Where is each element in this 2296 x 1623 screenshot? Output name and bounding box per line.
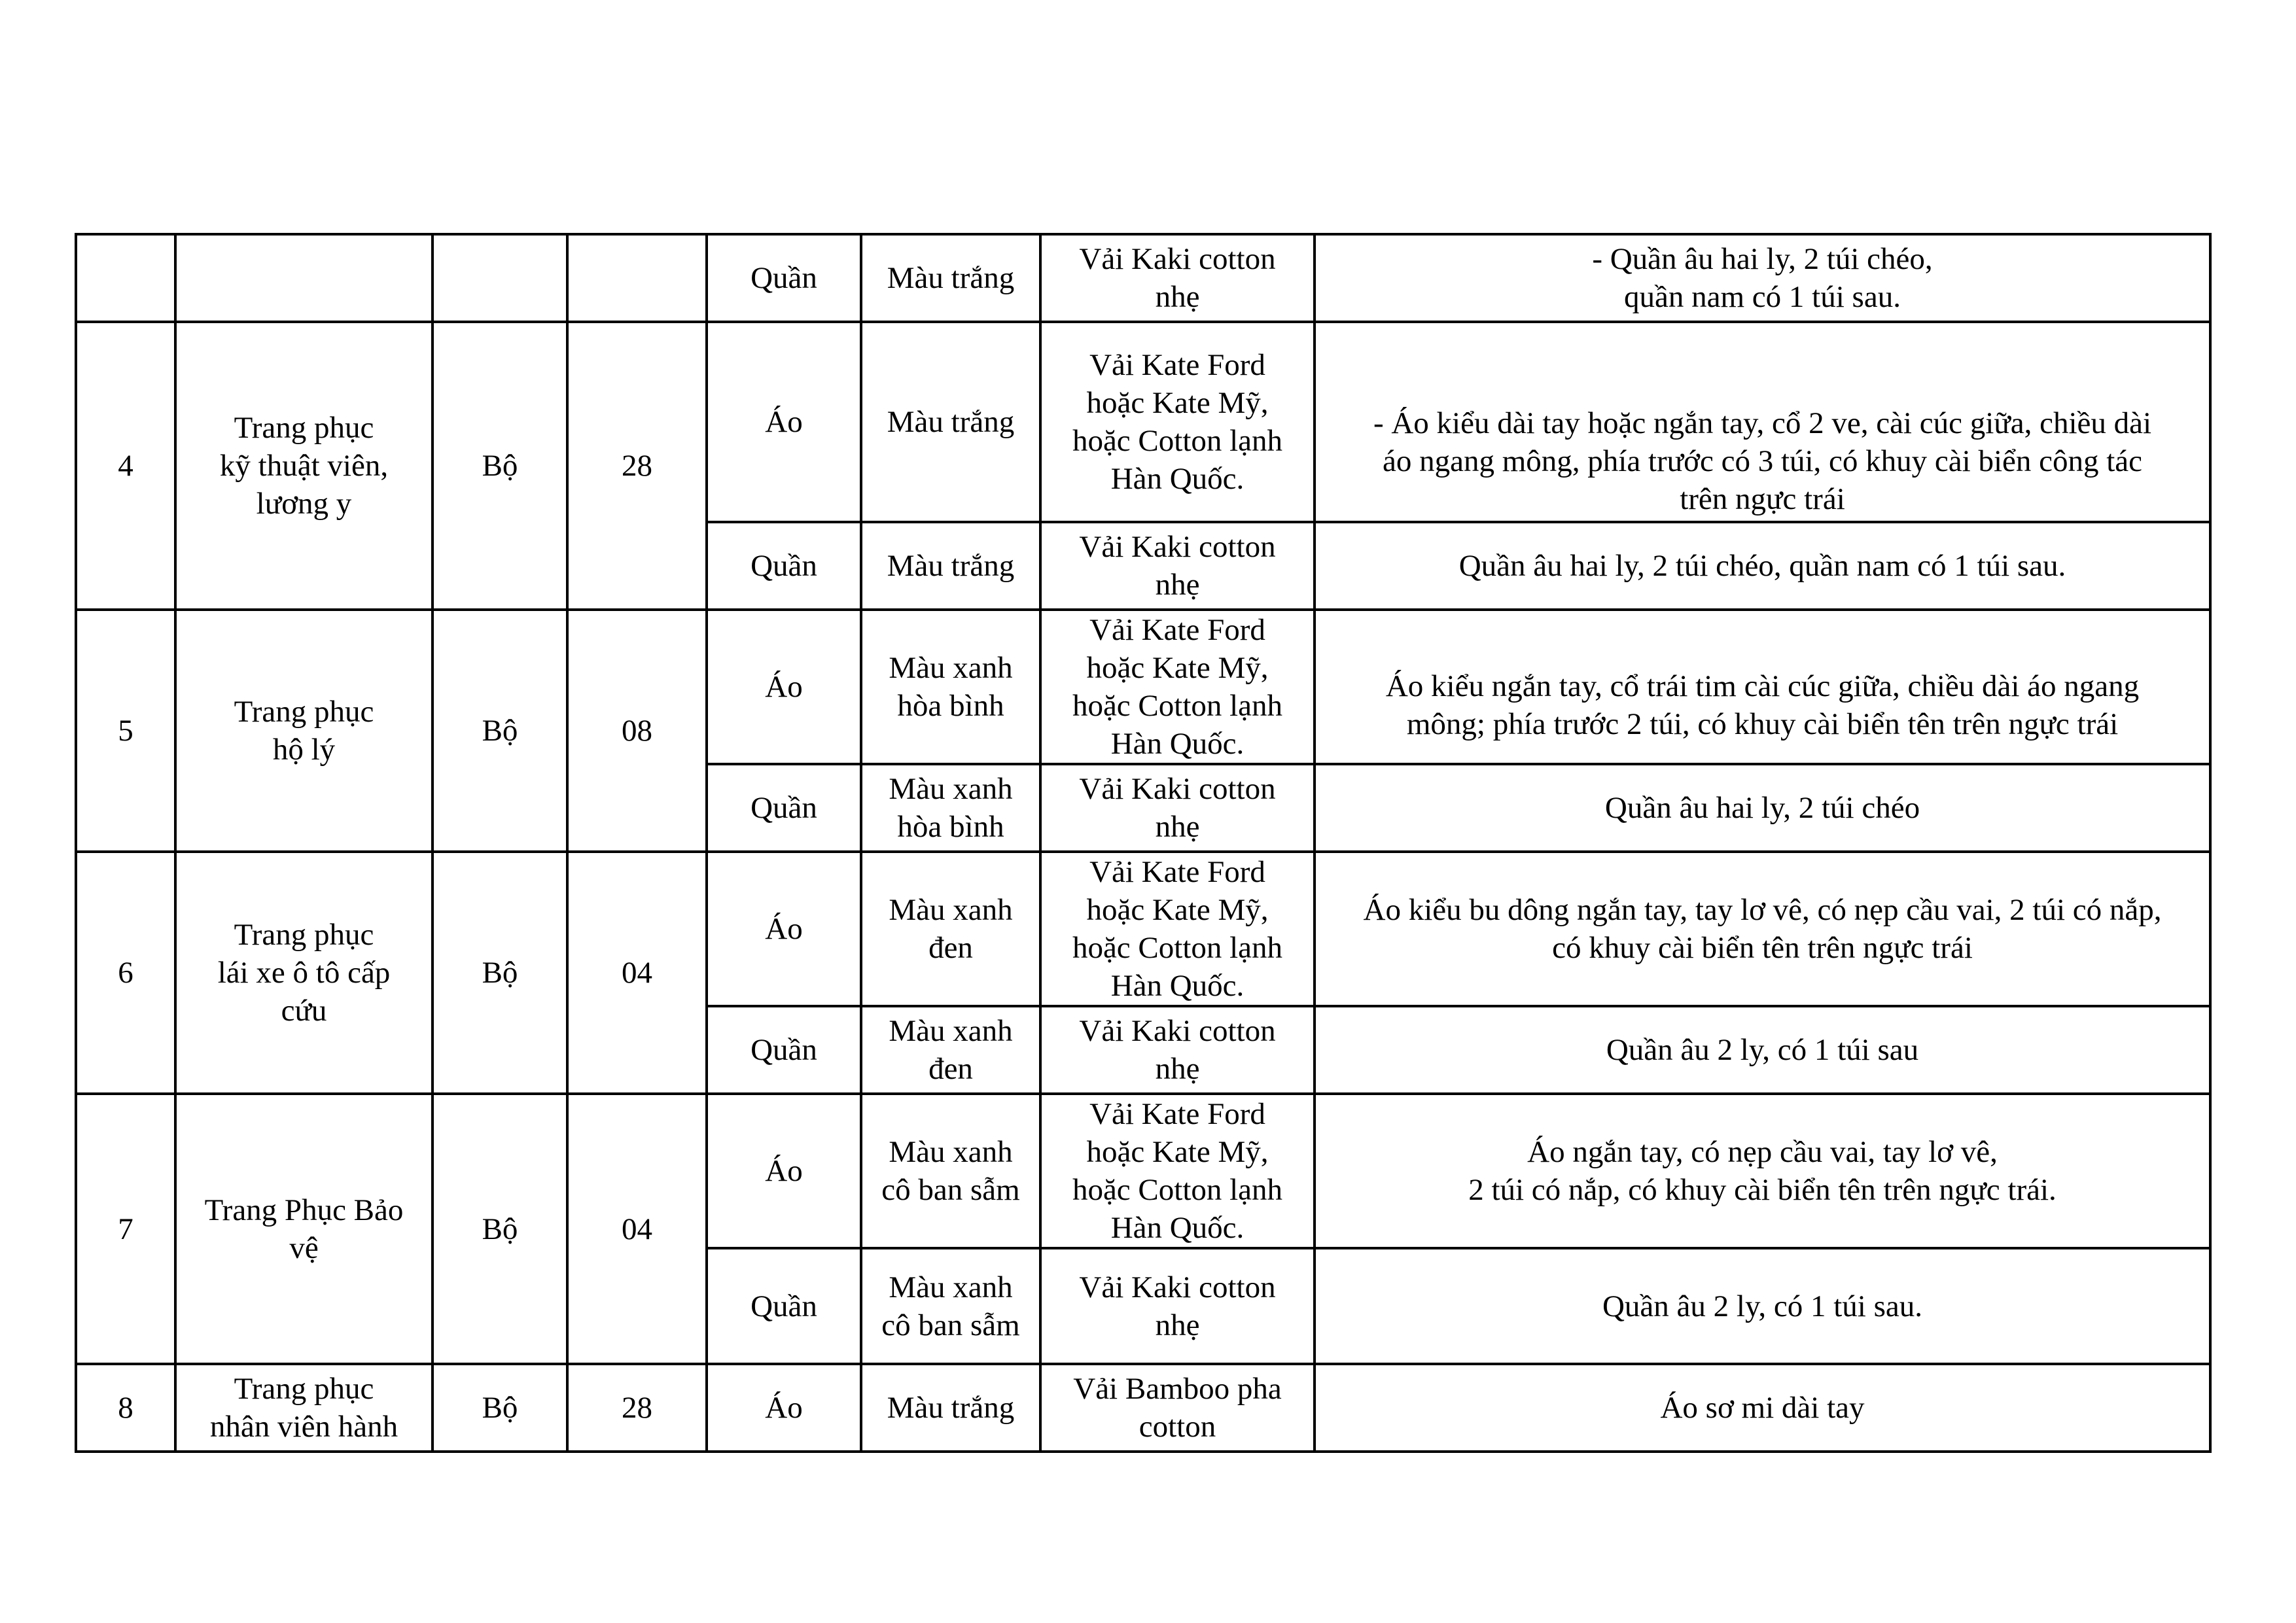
uniform-name-cell: Trang phục hộ lý [175,610,433,852]
unit-cell [433,234,567,322]
fabric-cell: Vải Kate Ford hoặc Kate Mỹ, hoặc Cotton lạnh Hàn Quốc. [1040,610,1315,764]
quantity-cell: 08 [567,610,707,852]
color-cell: Màu xanh hòa bình [861,764,1040,852]
description-cell: Áo kiểu ngắn tay, cổ trái tim cài cúc giữa, chiều dài áo ngang mông; phía trước 2 túi, có khuy cài biển tên trên ngực trái [1315,610,2210,764]
fabric-cell: Vải Kaki cotton nhẹ [1040,1248,1315,1364]
uniform-name-cell: Trang Phục Bảo vệ [175,1094,433,1364]
stt-cell: 5 [76,610,175,852]
color-cell: Màu trắng [861,522,1040,610]
stt-cell: 4 [76,322,175,610]
color-cell: Màu xanh đen [861,1006,1040,1094]
description-cell: Áo ngắn tay, có nẹp cầu vai, tay lơ vê, 2 túi có nắp, có khuy cài biển tên trên ngực trái. [1315,1094,2210,1248]
unit-cell: Bộ [433,1364,567,1452]
fabric-cell: Vải Kaki cotton nhẹ [1040,764,1315,852]
fabric-cell: Vải Kaki cotton nhẹ [1040,234,1315,322]
garment-type-cell: Quần [707,522,861,610]
garment-type-cell: Áo [707,852,861,1006]
fabric-cell: Vải Kate Ford hoặc Kate Mỹ, hoặc Cotton lạnh Hàn Quốc. [1040,1094,1315,1248]
unit-cell: Bộ [433,610,567,852]
fabric-cell: Vải Bamboo pha cotton [1040,1364,1315,1452]
stt-cell: 8 [76,1364,175,1452]
garment-type-cell: Áo [707,1364,861,1452]
table-row [76,610,2210,764]
unit-cell: Bộ [433,322,567,610]
description-cell: - Áo kiểu dài tay hoặc ngắn tay, cổ 2 ve, cài cúc giữa, chiều dài áo ngang mông, phía trước có 3 túi, có khuy cài biển công tác trên ngực trái [1315,322,2210,522]
garment-type-cell: Quần [707,1006,861,1094]
quantity-cell: 04 [567,852,707,1094]
table-row [76,1094,2210,1248]
stt-cell [76,234,175,322]
color-cell: Màu xanh cô ban sẫm [861,1248,1040,1364]
fabric-cell: Vải Kate Ford hoặc Kate Mỹ, hoặc Cotton lạnh Hàn Quốc. [1040,852,1315,1006]
quantity-cell [567,234,707,322]
table-row [76,234,2210,322]
table-row [76,1364,2210,1452]
unit-cell: Bộ [433,1094,567,1364]
quantity-cell: 04 [567,1094,707,1364]
unit-cell: Bộ [433,852,567,1094]
uniform-spec-table [75,233,2212,1453]
fabric-cell: Vải Kaki cotton nhẹ [1040,522,1315,610]
garment-type-cell: Quần [707,1248,861,1364]
fabric-cell: Vải Kate Ford hoặc Kate Mỹ, hoặc Cotton lạnh Hàn Quốc. [1040,322,1315,522]
fabric-cell: Vải Kaki cotton nhẹ [1040,1006,1315,1094]
garment-type-cell: Áo [707,322,861,522]
uniform-name-cell: Trang phục lái xe ô tô cấp cứu [175,852,433,1094]
description-cell: Áo kiểu bu dông ngắn tay, tay lơ vê, có nẹp cầu vai, 2 túi có nắp, có khuy cài biển tên trên ngực trái [1315,852,2210,1006]
uniform-name-cell: Trang phục kỹ thuật viên, lương y [175,322,433,610]
table-row [76,322,2210,522]
description-cell: Quần âu hai ly, 2 túi chéo [1315,764,2210,852]
uniform-name-cell: Trang phục nhân viên hành [175,1364,433,1452]
quantity-cell: 28 [567,322,707,610]
color-cell: Màu trắng [861,234,1040,322]
color-cell: Màu xanh cô ban sẫm [861,1094,1040,1248]
stt-cell: 7 [76,1094,175,1364]
quantity-cell: 28 [567,1364,707,1452]
garment-type-cell: Áo [707,1094,861,1248]
description-cell: Quần âu 2 ly, có 1 túi sau [1315,1006,2210,1094]
description-cell: Áo sơ mi dài tay [1315,1364,2210,1452]
color-cell: Màu trắng [861,322,1040,522]
color-cell: Màu trắng [861,1364,1040,1452]
garment-type-cell: Áo [707,610,861,764]
garment-type-cell: Quần [707,764,861,852]
stt-cell: 6 [76,852,175,1094]
uniform-name-cell [175,234,433,322]
garment-type-cell: Quần [707,234,861,322]
color-cell: Màu xanh đen [861,852,1040,1006]
description-cell: Quần âu hai ly, 2 túi chéo, quần nam có 1 túi sau. [1315,522,2210,610]
description-cell: - Quần âu hai ly, 2 túi chéo, quần nam có 1 túi sau. [1315,234,2210,322]
table-row [76,852,2210,1006]
description-cell: Quần âu 2 ly, có 1 túi sau. [1315,1248,2210,1364]
color-cell: Màu xanh hòa bình [861,610,1040,764]
